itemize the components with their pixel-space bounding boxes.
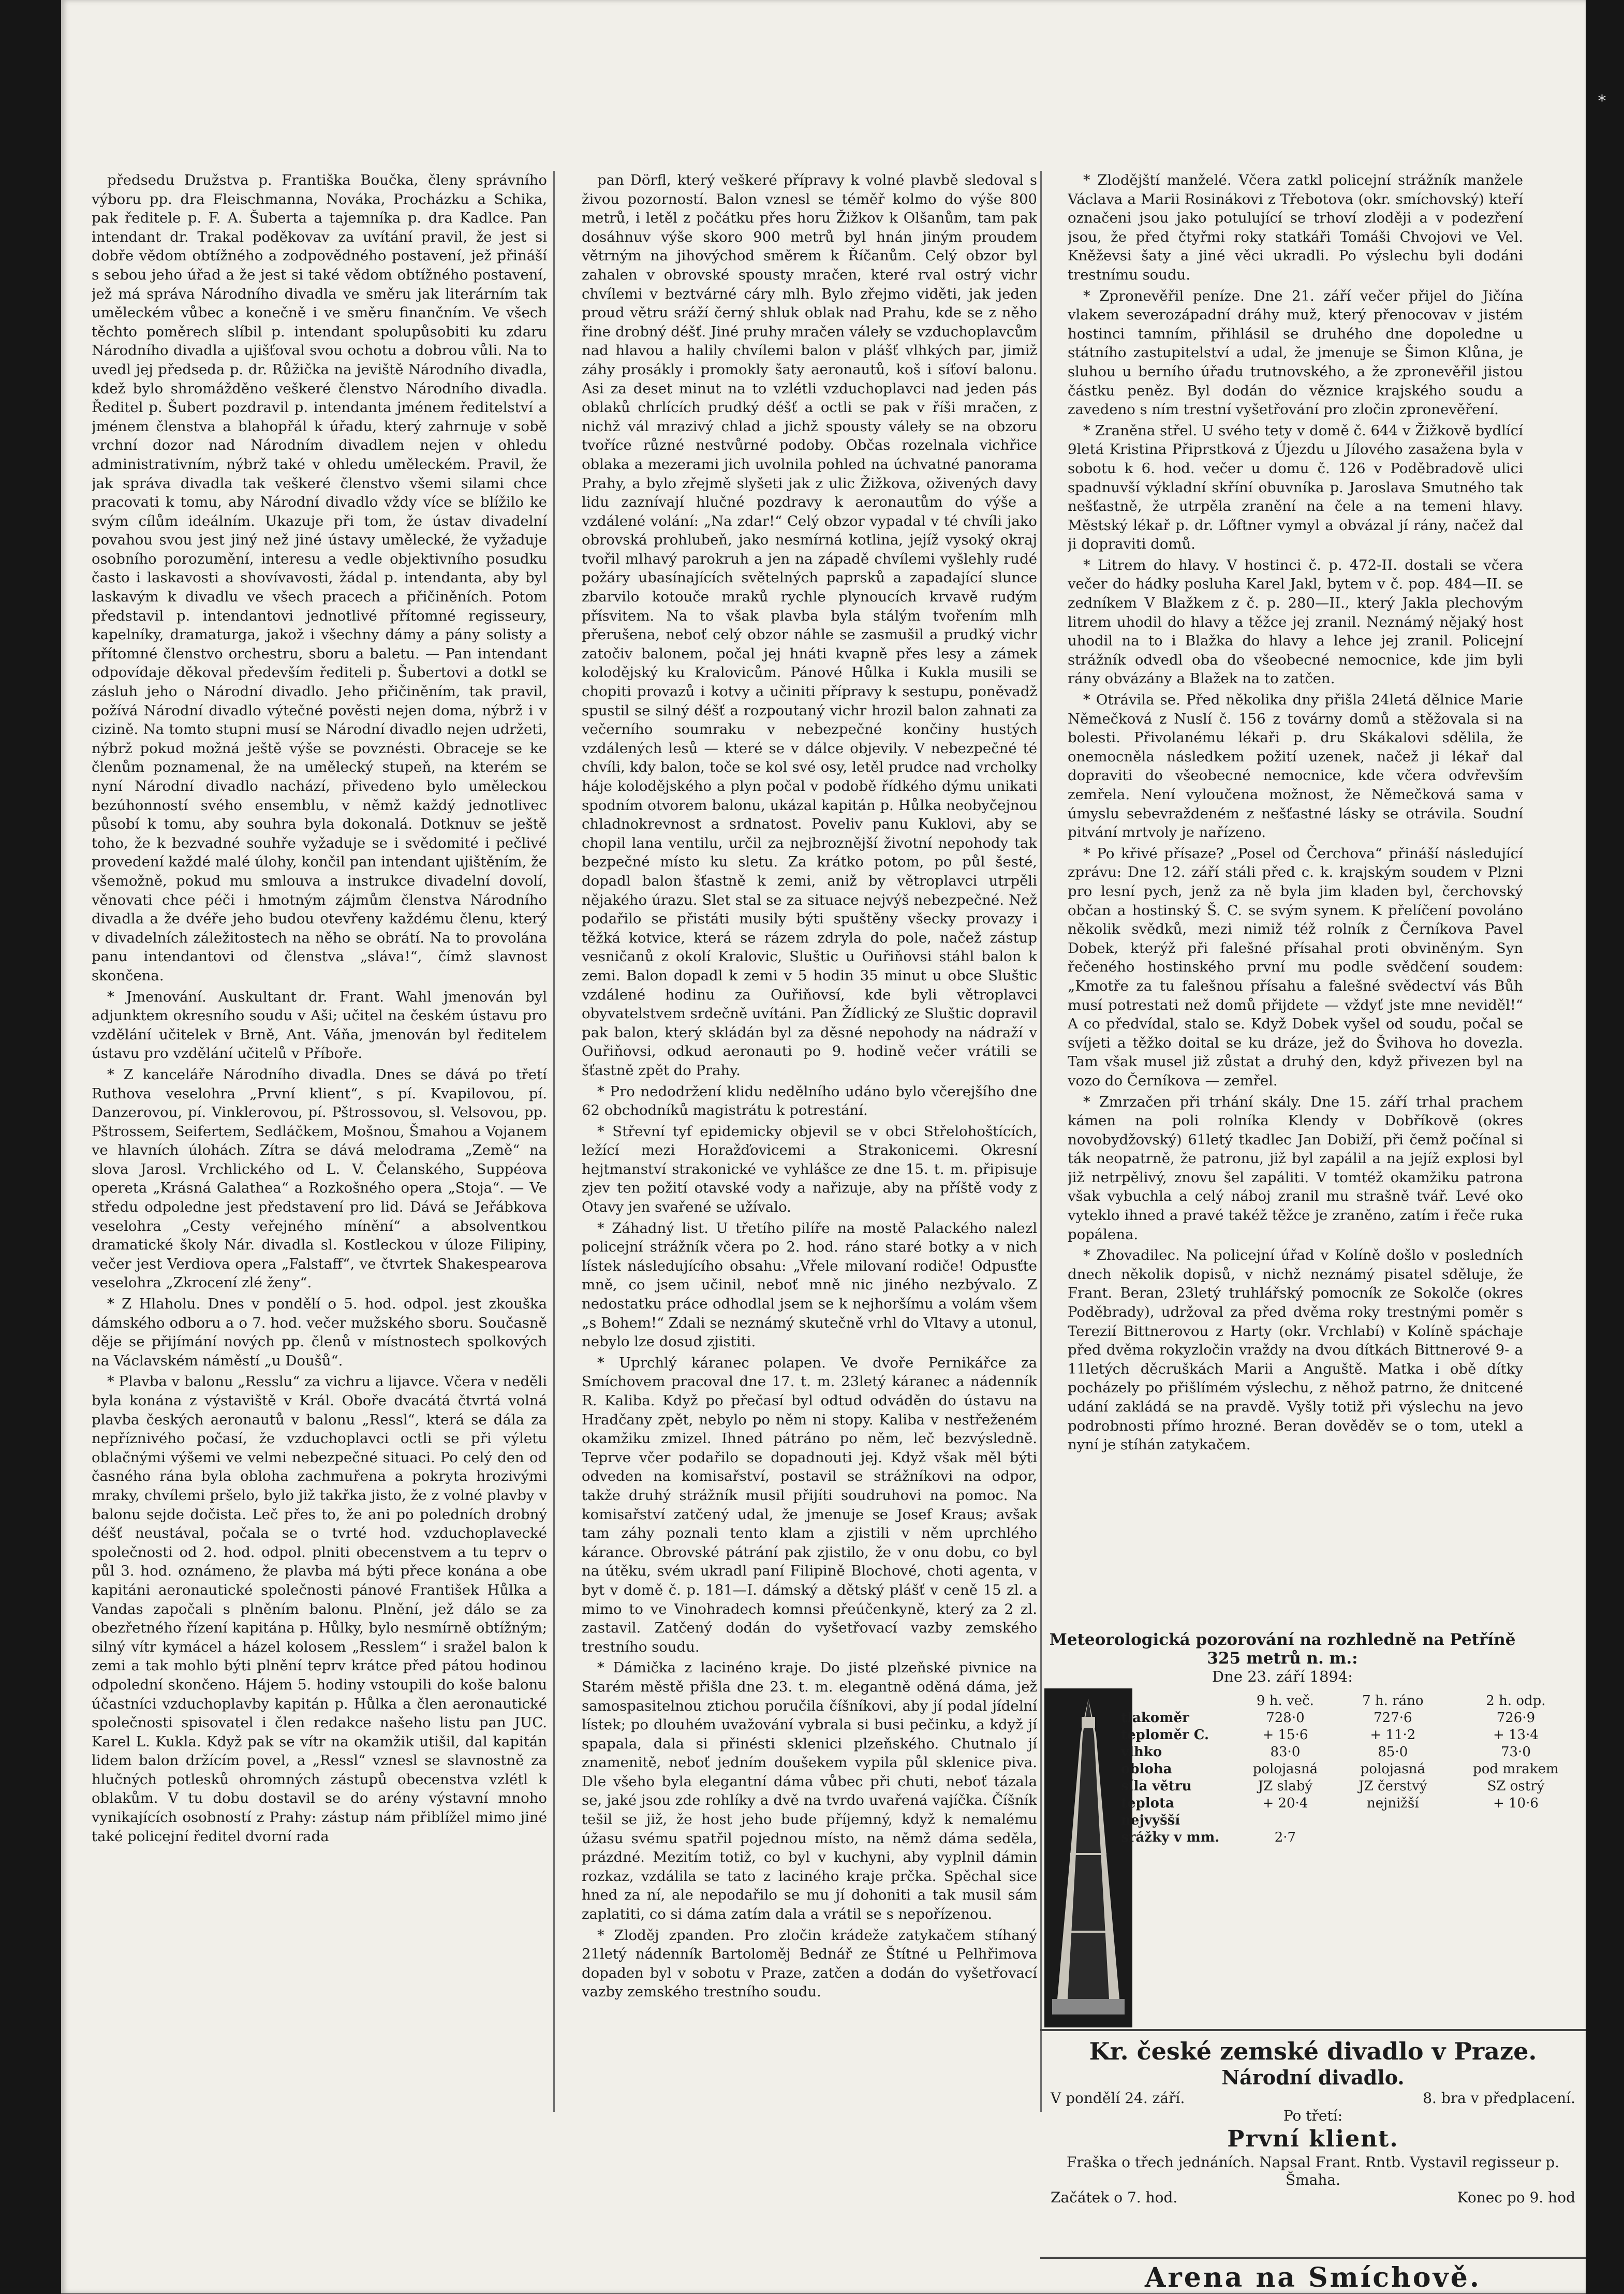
meteo-value: 73·0 — [1500, 1744, 1531, 1760]
meteo-temp-row — [1118, 1795, 1584, 1829]
meteo-label: vlhko — [1121, 1744, 1162, 1760]
meteo-label: obloha — [1121, 1761, 1172, 1777]
meteo-value: + 20·4 — [1262, 1796, 1308, 1811]
ad-third: Po třetí: — [1283, 2107, 1343, 2124]
meteo-value: pod mrakem — [1473, 1761, 1559, 1777]
article-zlodejsti-manzele: * Zlodějští manželé. Včera zatkl policejní strážník manžele Václava a Marii Rosinákovi z Třebotova (okr. smíchovský) kteří označeni jsou jako potulující se trhoví zloději a v podezření jsou, že před čtyřmi roky statkáři Tomáši Chvojovi ve Vel. Kněževsi šaty a jiné věci ukradli. Po výslechu byli dodáni trestnímu soudu. — [1068, 172, 1523, 283]
article-zhovadilec: * Zhovadilec. Na policejní úřad v Kolíně došlo v posledních dnech několik dopisů, v nichž neznámý pisatel sděluje, že Frant. Beran, 23letý truhlářský pomocník ze Sokolče (okres Poděbrady), udržoval za před dvěma roky trestnými poměr s Terezií Bittnerovou z Harty (okr. Vrchlabí) v Kolíně spáchaje před dvěma rokyzločin vraždy na dvou dítkách Bittnerové 9- a 11letých děcruškách Marii a Anguště. Matka i obě dítky pocházely po přišlímém výslechu, z něhož patrno, že dnitcené udání zakládá se na pravdě. Vyšly totiž při výslechu na jevo podrobnosti přímo hrozné. Beran dověděv se o tom, utekl a nyní je stíhán zatykačem. — [1068, 1247, 1523, 1453]
meteo-value: JZ slabý — [1258, 1778, 1313, 1794]
meteo-altitude: 325 metrů n. m.: — [1207, 1649, 1358, 1668]
column-rule — [1040, 171, 1042, 2112]
ad-time-row — [1040, 2189, 1586, 2207]
meteo-header: 7 h. ráno — [1362, 1693, 1424, 1709]
meteo-row — [1118, 1761, 1584, 1778]
article-krive-prisaze: * Po křivé přísaze? „Posel od Čerchova“ přináší následující zprávu: Dne 12. září stáli před c. k. krajským soudem v Plzni pro lesní pych, jenž za ně byla jim kladen byl, čerchovský občan a hostinský Š. C. se svým synem. K přelíčení povoláno několik svědků, mezi nimiž též rolník z Černíkova Pavel Dobek, kterýž při falešné přísahal proti obviněným. Syn řečeného hostinského první mu podle svědčení soudem: „Kmotře za tu falešnou přísahu a falešné svědectví vás Bůh musí potrestati než domů přijdete — vždyť jste mne neviděl!“ A co předvídal, stalo se. Když Dobek vyšel od soudu, počal se svíjeti a těžko doital se ku dráze, jež do Švihova ho dovezla. Tam však musel již zůstat a druhý den, když přivezen byl na vozo do Černíkova — zemřel. — [1068, 845, 1523, 1089]
article-damicka: * Dámička z lacinéno kraje. Do jisté plzeňské pivnice na Starém městě přišla dne 23. t. m. elegantně oděná dáma, jež samospasitelnou ztichou poručila číšníkovi, aby jí podal jídelní lístek; po dlouhém uvažování vybrala si busi pečinku, a když jí spapala, dala si přinésti sklenici plzeňského. Chutnalo jí znamenitě, neboť jedním doušekem vypila půl sklenice piva. Dle všeho byla elegantní dáma vůbec při chuti, neboť tázala se, jaké jsou zde rohlíky a dvě na tvrdo uvařená vajíčka. Číšník tešil se již, že host jeho bude příjemný, když k nemalému úžasu svému spatřil pojednou místo, na němž dáma seděla, prázdné. Mezitím totiž, co byl v kuchyni, aby vyplnil dámin rozkaz, vzdálila se tato z laciného kraje prčka. Spěchal sice hned za ní, ale nepodařilo se mu jí dohoniti a tak musil sám zaplatiti, co si dáma zatím dala a vrátil se s nepořízenou. — [582, 1659, 1037, 1923]
ad-title: Arena na Smíchově. — [1145, 2262, 1481, 2293]
meteo-header-row — [1118, 1693, 1584, 1710]
ad-date: V pondělí 24. září. — [1051, 2090, 1185, 2107]
column-2 — [582, 171, 1037, 2221]
meteo-value: JZ čerstvý — [1359, 1778, 1427, 1794]
ad-start: Začátek o 7. hod. — [1051, 2189, 1178, 2206]
article-litrem: * Litrem do hlavy. V hostinci č. p. 472-II. dostali se včera večer do hádky posluha Karel Jakl, bytem v č. pop. 484—II. se zedníkem V Blažkem z č. p. 280—II., který Jakla plechovým litrem uhodil do hlavy a těžce jej zranil. Neznámý nějaký host uhodil na to i Blažka do hlavy a lehce jej zranil. Policejní strážník odvedl oba do všeobecné nemocnice, kde jim byli rány obvázány a Blažek na to zatčen. — [1068, 556, 1523, 687]
meteo-row — [1118, 1727, 1584, 1744]
meteo-label: tlakoměr — [1121, 1710, 1189, 1726]
article-klid-nedelni: * Pro nedodržení klidu nedělního udáno bylo včerejšího dne 62 obchodníků magistrátu k potrestání. — [582, 1083, 1037, 1119]
ad-date-row — [1040, 2090, 1586, 2107]
arena-ad — [1040, 2262, 1586, 2294]
margin-mark: * — [1598, 92, 1606, 110]
meteo-value: 83·0 — [1270, 1744, 1301, 1760]
article-intendant: předsedu Družstva p. Františka Boučka, členy správního výboru pp. dra Fleischmanna, Nováka, Procházku a Schika, pak ředitele p. F. A. Šuberta a tajemníka p. dra Kadlce. Pan intendant dr. Trakal poděkovav za uvítání pravil, že jest si dobře vědom obtížného a zodpovědného postavení, jež přináší s sebou jeho úřad a že jest si také vědom obtížného postavení, jež má správa Národního divadla ve směru jak literárním tak uměleckém vůbec a konečně i ve směru finančním. Ve všech těchto poměrech slíbil p. intendant spolupůsobiti ku zdaru Národního divadla a ujišťoval svou ochotu a dobrou vůli. Na to uvedl jej předseda p. dr. Růžička na jeviště Národního divadla, kdež bylo shromážděno veškeré členstvo Národního divadla. Ředitel p. Šubert pozdravil p. intendanta jménem ředitelství a jménem členstva a blahopřál k úřadu, který zahrnuje v sobě vrchní dozor nad Národním divadlem nejen v ohledu administrativním, nýbrž také v ohledu uměleckém. Pravil, že jak správa divadla tak veškeré členstvo všemi silami chce pracovati k tomu, aby Národní divadlo vždy více se blížilo ke svým cílům ideálním. Ukazuje při tom, že ústav divadelní povahou svou jest jiný než jiné ústavy umělecké, že vyžaduje osobního porozumění, interesu a vedle objektivního posudku často i laskavosti a shovívavosti, žádal p. intendanta, aby byl laskavým k divadlu ve všech pracech a přičiněních. Potom představil p. intendantovi jednotlivé přítomné regisseury, kapelníky, dramaturga, jakož i všechny dámy a pány solisty a přítomné členstvo orchestru, sboru a baletu. — Pan intendant odpovídaje děkoval především řediteli p. Šubertovi a dotkl se zásluh jeho o Národní divadlo. Jeho přičiněním, tak pravil, požívá Národní divadlo výtečné pověsti nejen doma, nýbrž i v cizině. Na tomto stupni musí se Národní divadlo nejen udržeti, nýbrž pokud možná ještě výše se povznésti. Obraceje se ke členům poznamenal, že na umělecký stupeň, na kterém se nyní Národní divadlo nachází, přivedeno bylo uměleckou bezúhonností svého ensemblu, v němž každý jednotlivec působí k tomu, aby souhra byla dokonalá. Dotknuv se ještě toho, že k bezvadné souhře vyžaduje se i svědomité i pečlivé provedení každé malé úlohy, končil pan intendant ujištěním, že všemožně, pokud mu smlouva a instrukce divadelní dovolí, věnovati chce péči i hmotným zájmům členstva Národního divadla a že dvéře jeho budou otevřeny každému členu, který v divadelních záležitostech na něho se obrátí. Na to provolána panu intendantovi od členstva „sláva!“, čímž slavnost skončena. — [92, 172, 547, 984]
meteo-title: Meteorologická pozorování na rozhledně na Petříně — [1049, 1630, 1516, 1649]
column-3 — [1068, 171, 1523, 1636]
column-1 — [92, 171, 547, 2221]
article-zranena: * Zraněna střel. U svého tety v domě č. 644 v Žižkově bydlící 9letá Kristina Připrstková z Újezdu u Jílového zasažena byla v sobotu k 6. hod. večer u domu č. 126 v Poděbradově ulici spadnuvší výkladní skříní obuvníka p. Jaroslava Smutného tak nešťastně, že utrpěla zranění na čele a na temeni hlavy. Městský lékař p. dr. Lőftner vymyl a obvázal jí rány, načež dal ji dopraviti domů. — [1068, 422, 1523, 553]
ad-title: Kr. české zemské divadlo v Praze. — [1089, 2037, 1537, 2065]
meteo-date: Dne 23. září 1894: — [1212, 1668, 1353, 1685]
meteo-label: teplota nejvyšší — [1121, 1796, 1180, 1828]
meteo-value: SZ ostrý — [1487, 1778, 1545, 1794]
article-zmrzacen: * Zmrzačen při trhání skály. Dne 15. září trhal prachem kámen na poli rolníka Klendy v Dobříkově (okres novobydžovský) 61letý tkadlec Jan Dobiží, při čemž počínal si ták neopatrně, že patronu, již byl zapálil a na jejíž explosi byl již netrpělivý, znovu šel zapáliti. V tomtéž okamžiku patrona však vybuchla a celý náboj zranil mu strašně tvář. Levé oko vyteklo ihned a pravé takéž těžce je zraněno, zatím i řeče ruka popálena. — [1068, 1093, 1523, 1243]
article-balon-cont: pan Dörfl, který veškeré přípravy k volné plavbě sledoval s živou pozorností. Balon vznesl se téměř kolmo do výše 800 metrů, i letěl z počátku přes horu Žižkov k Olšanům, tam pak dosáhnuv výše skoro 900 metrů byl hnán jiným proudem větrným na jihovýchod směrem k Říčanům. Celý obzor byl zahalen v obrovské spousty mračen, které rval ostrý vichr chvílemi v beztvárné cáry mlh. Bylo zřejmo viděti, jak jeden proud větru sráží černý shluk oblak nad Prahu, kde se z něho řine drobný déšť. Jiné pruhy mračen váleły se vzduchoplavcům nad hlavou a halily chvílemi balon v plášť vlhkých par, jimiž záhy prosákly i promokly šaty aeronautů, koš i síťoví balonu. Asi za deset minut na to vzlétli vzduchoplavci nad jeden pás oblaků chrlících prudký déšť a octli se pak v říši mračen, z nichž vál mrazivý chlad a jichž spousty váleły se na obzoru tvoříce různé nestvůrné podoby. Občas rozelnala vichřice oblaka a mezerami jich uvolnila pohled na úchvatné panorama Prahy, a bylo zřejmě slyšeti jak z ulic Žižkova, oživených davy lidu zaznívají hlučné pozdravy k aeronautům do výše a vzdálené volání: „Na zdar!“ Celý obzor vypadal v té chvíli jako obrovská prohlubeň, jako nesmírná kotlina, jejíž vysoký okraj tvořil mlhavý parokruh a jen na západě chvílemi vyšlehly rudé požáry ubasínajících světelných paprsků a zapadající slunce zbarvilo kotouče mraků rychle plynoucích krvavě rudým přísvitem. Na to však plavba byla stálým tvořením mlh přerušena, neboť celý obzor náhle se zasmušil a prudký vichr zatočiv balonem, počal jej hnáti kvapně přes lesy a zámek kolodějský ku Kralovicům. Pánové Hůlka i Kukla musili se chopiti provazů i kotvy a učiniti přípravy k sestupu, poněvadž spustil se silný déšť a rozpoutaný vichr hrozil balon zahnati za večerního soumraku v nebezpečné končiny hustých vzdálených lesů — které se v dálce objevily. V nebezpečné té chvíli, kdy balon, toče se kol své osy, letěl prudce nad vrcholky háje kolodějského a plyn počal v podobě řídkého dýmu unikati spodním otvorem balonu, ukázal kapitán p. Hůlka neobyčejnou chladnokrevnost a srdnatost. Poveliv panu Kuklovi, aby se chopil lana ventilu, určil za nejbroznější životní nepohody tak bezpečné místo ku sletu. Za krátko potom, po půl šesté, dopadl balon šťastně k zemi, aniž by větroplavci utrpěli nějakého úrazu. Slet stal se za situace nejvýš nebezpečné. Než podařilo se přistáti musily býti spuštěny všecky provazy i těžká kotvice, která se rázem zdryla do pole, načež zástup vesničanů z okolí Kralovic, Sluštic u Ouřiňovsi stáhl balon k zemi. Balon dopadl k zemi v 5 hodin 35 minut u obce Sluštic vzdálené hodinu za Ouřiňovsí, kde byli větroplavci obyvatelstvem srdečně uvítáni. Pan Žídlický ze Sluštic dopravil pak balon, který skládán byl za děsné nepohody na nádraží v Ouřiňovsi, odkud aeronauti po 9. hodině večer vrátili se šťastně zpět do Prahy. — [582, 172, 1037, 1079]
meteo-value: + 10·6 — [1493, 1796, 1539, 1811]
article-uprchly-karanec: * Uprchlý káranec polapen. Ve dvoře Pernikářce za Smíchovem pracoval dne 17. t. m. 23letý káranec a nádenník R. Kaliba. Když po přečasí byl odtud odváděn do ústavu na Hradčany zpět, nebylo po něm ni stopy. Kaliba v nestřeženém okamžiku zmizel. Ihned pátráno po něm, leč bezvýsledně. Teprve včer podařilo se dopadnouti jej. Když však měl býti odveden na komisařství, postavil se strážníkovi na odpor, takže druhý strážník musil přijíti soudruhovi na pomoc. Na komisařství zatčený udal, že jmenuje se Josef Kraus; avšak tam záhy poznali tento klam a zjistili v něm uprchlého kárance. Obrovské pátrání pak zjistilo, že v onu dobu, co byl na útěku, svém ukradl paní Filipině Blochové, choti agenta, v byt v domě č. p. 181—I. dámský a dětský plášť v ceně 15 zl. a mimo to ve Vinohradech komnsi přeúčenkyně, který za 2 zl. zastavil. Zatčený dodán do vyšetřovací vazby zemského trestního soudu. — [582, 1354, 1037, 1655]
ad-description: Fraška o třech jednáních. Napsal Frant. Rntb. Vystavil regisseur p. Šmaha. — [1066, 2154, 1560, 2188]
meteo-value: + 13·4 — [1493, 1727, 1539, 1743]
meteo-label: síla větru — [1121, 1778, 1192, 1794]
article-zpronevera: * Zpronevěřil peníze. Dne 21. září večer přijel do Jičína vlakem severozápadní dráhy muž, který přenocovav v jistém hostinci tamním, přihlásil se druhého dne dopoledne u státního zastupitelství a udal, že jmenuje se Šimon Klůna, je sluhou u berního úřadu trutnovského, a že zpronevěřil jistou částku peněz. Byl dodán do věznice krajského soudu a zavedeno s ním trestní vyšetřování pro zločin zpronevěření. — [1068, 287, 1523, 418]
theatre-ad — [1040, 2037, 1586, 2207]
article-strevni-tyf: * Střevní tyf epidemicky objevil se v obci Střelohoštících, ležící mezi Horažďovicemi a Strakonicemi. Okresní hejtmanství strakonické ve vyhlášce ze dne 15. t. m. připisuje zjev ten požití otavské vody a nařizuje, aby na příště vody z Otavy jen svařené se užívalo. — [582, 1123, 1037, 1216]
meteo-value: polojasná — [1252, 1761, 1318, 1777]
meteo-value: 85·0 — [1378, 1744, 1408, 1760]
divider — [1040, 2257, 1586, 2259]
meteo-value: 727·6 — [1374, 1710, 1412, 1726]
meteo-value: + 11·2 — [1370, 1727, 1416, 1743]
meteo-row — [1118, 1710, 1584, 1727]
meteo-value: 728·0 — [1266, 1710, 1305, 1726]
article-zahadny-list: * Záhadný list. U třetího pilíře na mostě Palackého nalezl policejní strážník včera po 2. hod. ráno staré botky a v nich lístek následujícího obsahu: „Vřele milovaní rodiče! Odpusťte mně, co jsem učinil, neboť mně nic jiného nezbývalo. Z nedostatku práce odhodlal jsem se k nejhoršímu a volám všem „s Bohem!“ Zdali se neznámý skutečně vrhl do Vltavy a utonul, nebylo lze dosud zjistiti. — [582, 1219, 1037, 1350]
meteo-rain-row — [1118, 1829, 1584, 1846]
ad-play-title: První klient. — [1227, 2126, 1399, 2152]
meteo-label: srážky v mm. — [1121, 1830, 1220, 1845]
ad-subscription: 8. bra v předplacení. — [1423, 2090, 1575, 2107]
article-zlodej: * Zloděj zpanden. Pro zločin krádeže zatykačem stíhaný 21letý nádenník Bartoloměj Bednář ze Štítné u Pelhřimova dopaden byl v sobotu v Praze, zatčen a dodán do vyšetřovací vazby zemského trestního soudu. — [582, 1927, 1037, 2001]
meteo-header: 2 h. odp. — [1486, 1693, 1546, 1709]
article-hlahol: * Z Hlaholu. Dnes v pondělí o 5. hod. odpol. jest zkouška dámského odboru a o 7. hod. večer mužského sboru. Současně děje se přijímání nových pp. členů v místnostech spolkových na Václavském náměstí „u Doušů“. — [92, 1296, 547, 1369]
article-plavba-balon: * Plavba v balonu „Resslu“ za vichru a lijavce. Včera v neděli byla konána z výstaviště v Král. Oboře dvacátá čtvrtá volná plavba českých aeronautů v balonu „Ressl“, která se dála za nepříznivého počasí, že vzduchoplavci octli se při výletu oblačnými výšemi ve velmi nebezpečné situaci. Po celý den od časného rána byla obloha zachmuřena a pokryta hrozivými mraky, chvílemi pršelo, bylo již takřka jisto, že z volné plavby v balonu sejde dočista. Leč přes to, že ani po poledních drobný déšť neustával, počala se o tvrté hod. vzduchoplavecké společnosti od 2. hod. odpol. plniti obecenstvem a tu teprv o půl 3. hod. oznámeno, že plavba má býti přece konána a obe kapitáni aeronautické společnosti pánové František Hůlka a Vandas započali s plněním balonu. Plnění, jež dálo se za obezřetného řízení kapitána p. Hůlky, bylo nesmírně obtížným; silný vítr kymácel a házel kolosem „Resslem“ i sražel balon k zemi a tak mohlo býti plnění teprv krátce před pátou hodinou odpolední skončeno. Hájem 5. hodiny vstoupili do koše balonu účastníci vzduchoplavby kapitán p. Hůlka a člen aeronautické společnosti spisovatel i člen redakce našeho listu pan JUC. Karel L. Kukla. Když pak se vítr na okamžik utišil, dal kapitán lidem balon držícím povel, a „Ressl“ vznesl se slavnostně za hlučných potlesků ohromných zástupů obecenstva vzlétl k oblakům. V tu dobu dostavil se do arény výstavní mnoho vynikajících osobností z Prahy: zástup nám přiblížel mimo jiné také policejní ředitel dvorní rada — [92, 1373, 547, 1845]
article-otravila: * Otrávila se. Před několika dny přišla 24letá dělnice Marie Němečková z Nuslí č. 156 z továrny domů a stěžovala si na bolesti. Přivolanému lékaři p. dru Skákalovi sdělila, že onemocněla následkem požití uzenek, načež ji lékař dal dopraviti do všeobecné nemocnice, kde včera odvřevším zemřela. Není vyloučena možnost, že Němečková sama v úmyslu sebevraždeném z nešťastné lásky se otrávila. Soudní pitvání mrtvoly je nařízeno. — [1068, 692, 1523, 841]
meteo-label: teploměr C. — [1121, 1727, 1209, 1743]
meteo-row — [1118, 1744, 1584, 1761]
column-rule — [553, 171, 555, 2112]
article-narodni-divadlo: * Z kanceláře Národního divadla. Dnes se dává po třetí Ruthova veselohra „První klient“, s pí. Kvapilovou, pí. Danzerovou, pí. Vinklerovou, pí. Pštrossovou, sl. Velsovou, pp. Pštrossem, Seifertem, Sedláčkem, Mošnou, Šmahou a Vojanem ve hlavních úlohách. Zítra se dává melodrama „Země“ na slova Jarosl. Vrchlického od L. V. Čelanského, Suppéova opereta „Krásná Galathea“ a Rozkošného opera „Stoja“. — Ve středu odpoledne jest představení pro lid. Dává se Jeřábkova veselohra „Cesty veřejného mínění“ a absolventkou dramatické školy Nár. divadla sl. Kostleckou v úloze Filipiny, večer jest Verdiova opera „Falstaff“, ve čtvrtek Shakespearova veselohra „Zkrocení zlé ženy“. — [92, 1066, 547, 1291]
meteo-table — [1118, 1693, 1584, 1846]
meteo-value: polojasná — [1360, 1761, 1426, 1777]
ad-end: Konec po 9. hod — [1457, 2189, 1575, 2206]
meteo-header: 9 h. več. — [1256, 1693, 1314, 1709]
meteo-row — [1118, 1778, 1584, 1795]
meteo-label: nejnižší — [1367, 1796, 1419, 1811]
meteo-value: 2·7 — [1274, 1830, 1296, 1845]
article-jmenovani: * Jmenování. Auskultant dr. Frant. Wahl jmenován byl adjunktem okresního soudu v Aši; učitel na českém ústavu pro vzdělání učitelek v Brně, Ant. Váňa, jmenován byl ředitelem ústavu pro vzdělání učitelů v Příboře. — [92, 988, 547, 1062]
meteo-value: 726·9 — [1496, 1710, 1536, 1726]
divider — [1040, 2029, 1586, 2031]
meteo-value: + 15·6 — [1262, 1727, 1308, 1743]
ad-subtitle: Národní divadlo. — [1221, 2066, 1405, 2089]
